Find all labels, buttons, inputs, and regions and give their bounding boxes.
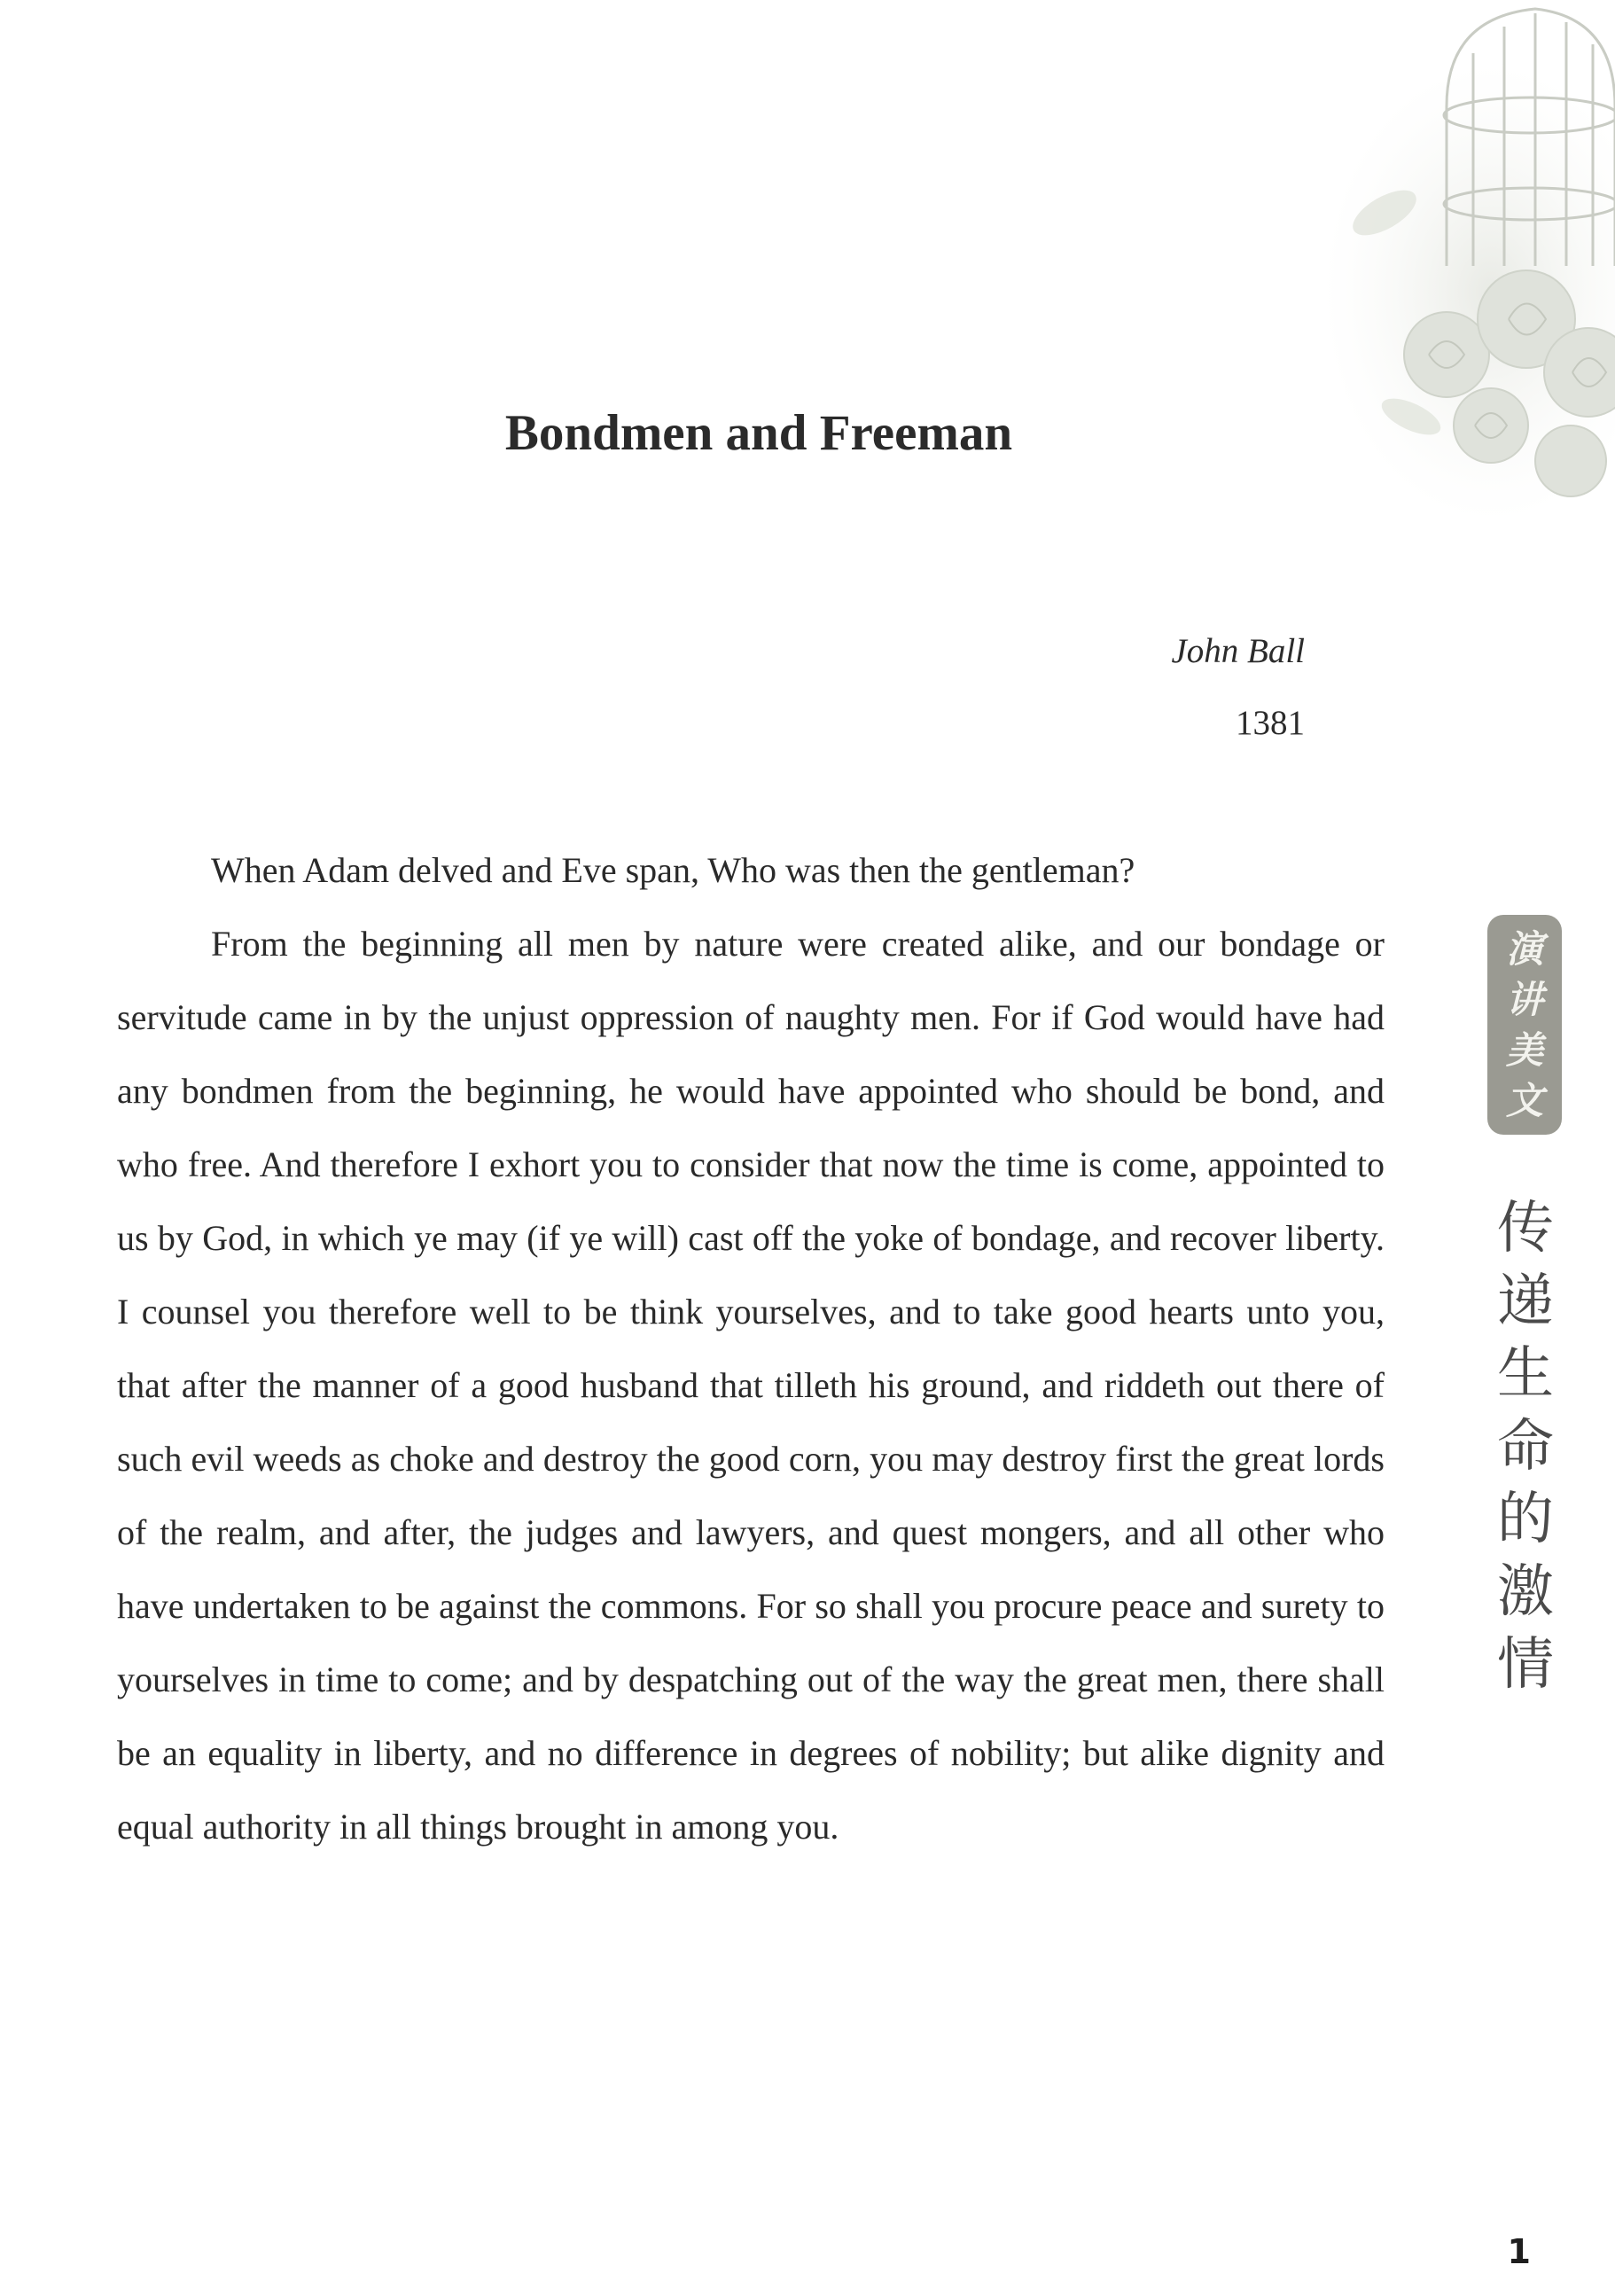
vertical-title-char: 传 bbox=[1497, 1196, 1554, 1261]
paragraph-2: From the beginning all men by nature were created alike, and our bondage or servitude came in by the unjust oppression of naughty men. For if God would have had any bondmen from the beginning, he would have appointed who should be bond, and who free. And therefore I exhort you to consider that now the time is come, appointed to us by God, in which ye may (if ye will) cast off the yoke of bondage, and recover liberty. I counsel you therefore well to be think yourselves, and to take good hearts unto you, that after the manner of a good husband that tilleth his ground, and riddeth out there of such evil weeds as choke and destroy the good corn, you may destroy first the great lords of the realm, and after, the judges and lawyers, and quest mongers, and all other who have undertaken to be against the commons. For so shall you procure peace and surety to yourselves in time to come; and by despatching out of the way the great men, there shall be an equality in liberty, and no difference in degrees of nobility; but alike dignity and equal authority in all things brought in among you. bbox=[117, 924, 1385, 1847]
vertical-title-char: 情 bbox=[1497, 1632, 1554, 1698]
vertical-title-char: 命 bbox=[1497, 1414, 1554, 1480]
author-name: John Ball bbox=[1171, 632, 1305, 670]
vertical-title-char: 生 bbox=[1497, 1341, 1554, 1407]
vertical-title-char: 的 bbox=[1497, 1487, 1554, 1552]
section-tab-char: 演 bbox=[1505, 926, 1543, 971]
page-title: Bondmen and Freeman bbox=[504, 405, 1013, 461]
section-tab bbox=[1487, 915, 1562, 1135]
section-tab-char: 美 bbox=[1505, 1027, 1543, 1072]
page-number: 1 bbox=[1507, 2232, 1531, 2271]
speech-text bbox=[117, 833, 1385, 1863]
year-label: 1381 bbox=[1236, 704, 1305, 742]
vertical-title-char: 激 bbox=[1497, 1559, 1554, 1625]
section-tab-char: 文 bbox=[1505, 1078, 1543, 1122]
vertical-title-char: 递 bbox=[1497, 1269, 1554, 1334]
vertical-book-title bbox=[1486, 1192, 1565, 1701]
paragraph-1: When Adam delved and Eve span, Who was then the gentleman? bbox=[211, 850, 1135, 890]
section-tab-char: 讲 bbox=[1505, 977, 1543, 1021]
